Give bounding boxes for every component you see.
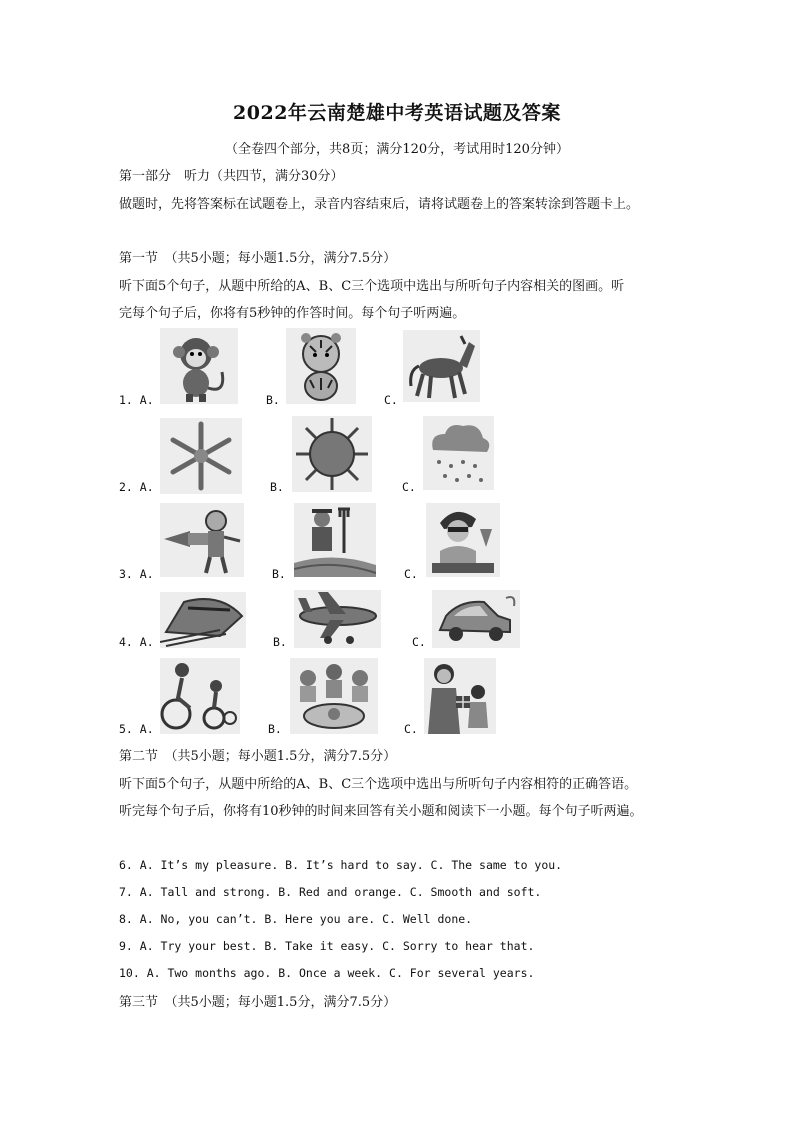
q2-label-a: 2. A. [119, 480, 154, 494]
section2-heading: 第二节 （共5小题；每小题1.5分，满分7.5分） [119, 749, 397, 764]
horse-icon [403, 330, 480, 402]
farmer-icon [294, 503, 376, 577]
page-title: 2022年云南楚雄中考英语试题及答案 [233, 102, 561, 124]
train-icon [160, 592, 246, 648]
tiger-icon [286, 328, 356, 404]
q4-label-c: C. [412, 635, 426, 649]
cycling-icon [160, 658, 240, 734]
q1-label-a: 1. A. [119, 393, 154, 407]
section1-heading: 第一节 （共5小题；每小题1.5分，满分7.5分） [119, 251, 397, 266]
section3-heading: 第三节 （共5小题；每小题1.5分，满分7.5分） [119, 995, 397, 1010]
q3-label-a: 3. A. [119, 567, 154, 581]
part1-heading: 第一部分 听力（共四节，满分30分） [119, 169, 344, 184]
q1-label-c: C. [384, 393, 398, 407]
exam-info: （全卷四个部分，共8页；满分120分，考试用时120分钟） [225, 142, 569, 157]
question-7: 7. A. Tall and strong. B. Red and orange. C. Smooth and soft. [119, 885, 542, 899]
q4-label-a: 4. A. [119, 635, 154, 649]
astronaut-icon [160, 503, 244, 577]
rain-cloud-icon [423, 416, 494, 490]
q2-label-c: C. [402, 480, 416, 494]
part1-instruction: 做题时，先将答案标在试题卷上，录音内容结束后，请将试题卷上的答案转涂到答题卡上。 [119, 197, 640, 212]
car-icon [432, 590, 520, 648]
section2-instruction-1: 听下面5个句子，从题中所给的A、B、C三个选项中选出与所听句子内容相符的正确答语。 [119, 777, 638, 792]
q2-label-b: B. [270, 480, 284, 494]
gift-giving-icon [424, 658, 496, 734]
question-9: 9. A. Try your best. B. Take it easy. C. Sorry to hear that. [119, 939, 535, 953]
section1-instruction-1: 听下面5个句子，从题中所给的A、B、C三个选项中选出与所听句子内容相关的图画。听 [119, 279, 625, 294]
section2-instruction-2: 听完每个句子后，你将有10秒钟的时间来回答有关小题和阅读下一小题。每个句子听两遍。 [119, 804, 643, 819]
question-6: 6. A. It’s my pleasure. B. It’s hard to say. C. The same to you. [119, 858, 563, 872]
scientist-icon [426, 503, 500, 577]
family-dinner-icon [290, 658, 378, 734]
monkey-icon [160, 328, 238, 404]
sun-icon [292, 416, 372, 492]
question-8: 8. A. No, you can’t. B. Here you are. C. Well done. [119, 912, 473, 926]
q1-label-b: B. [266, 393, 280, 407]
q3-label-c: C. [404, 567, 418, 581]
q5-label-b: B. [268, 722, 282, 736]
q5-label-c: C. [404, 722, 418, 736]
snowflake-icon [160, 418, 242, 494]
question-10: 10. A. Two months ago. B. Once a week. C. For several years. [119, 966, 535, 980]
q5-label-a: 5. A. [119, 722, 154, 736]
q3-label-b: B. [272, 567, 286, 581]
plane-icon [294, 590, 381, 648]
q4-label-b: B. [273, 635, 287, 649]
section1-instruction-2: 完每个句子后，你将有5秒钟的作答时间。每个句子听两遍。 [119, 306, 466, 321]
